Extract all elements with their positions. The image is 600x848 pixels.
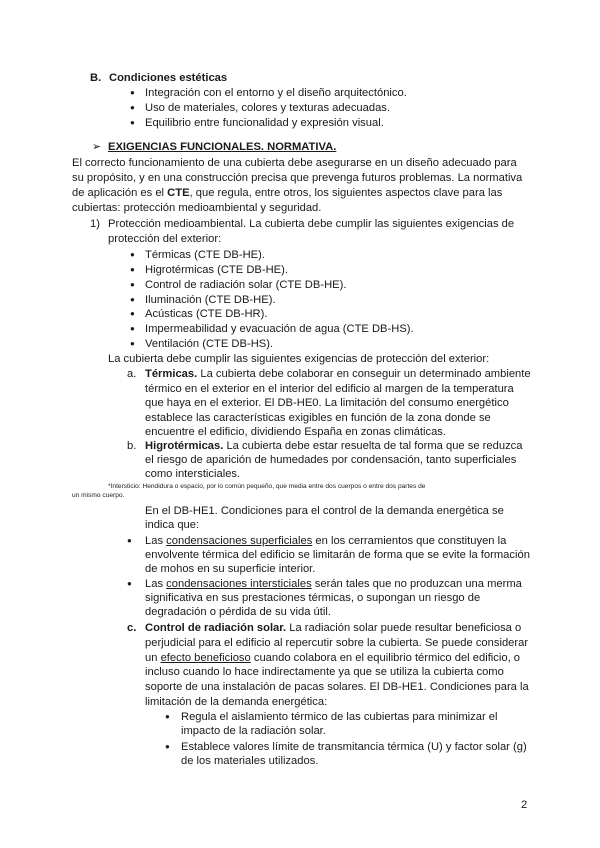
list-item: Térmicas (CTE DB-HE). (145, 249, 265, 261)
item-a-marker: a. (127, 368, 137, 380)
bullet-icon: ● (127, 536, 132, 545)
intro-line: de aplicación es el CTE, que regula, entre otros, los siguientes aspectos clave para las (72, 187, 503, 199)
list-item: Ventilación (CTE DB-HS). (145, 338, 274, 350)
item-c-line: soporte de una instalación de pacas solares. El DB-HE1. Condiciones para la (145, 681, 529, 693)
cond-2-line: Las condensaciones intersticiales serán tales que no produzcan una merma (145, 578, 522, 590)
item-c-line: limitación de la demanda energética: (145, 696, 328, 708)
sub-bullet-line: Establece valores límite de transmitancia térmica (U) y factor solar (g) (181, 741, 527, 753)
bullet-icon: ● (165, 742, 170, 751)
cond-1-line: de mohos en su superficie interior. (145, 563, 316, 575)
list-item: Acústicas (CTE DB-HR). (145, 308, 268, 320)
item-1-marker: 1) (90, 218, 100, 230)
item-1-line: Protección medioambiental. La cubierta debe cumplir las siguientes exigencias de (108, 218, 515, 230)
cte-bold: CTE (167, 187, 190, 199)
bullet-icon: ● (130, 339, 135, 348)
bullet-icon: ● (130, 250, 135, 259)
underlined-term: condensaciones intersticiales (166, 578, 312, 590)
footnote-line: *Intersticio: Hendidura o espacio, por lo común pequeño, que media entre dos cuerpos o entre dos partes de (108, 483, 426, 490)
he1-line: indica que: (145, 519, 200, 531)
footnote-line: un mismo cuerpo. (72, 492, 125, 499)
item-a-line: establece las características exigibles en función de la zona donde se (145, 412, 491, 424)
item-a-title: Térmicas. (145, 368, 198, 380)
item-a-line: que haya en el exterior. El DB-HE0. La limitación del consumo energético (145, 397, 509, 409)
sub-bullet-line: de los materiales utilizados. (181, 755, 319, 767)
bullet-icon: ● (130, 280, 135, 289)
intro-line: cubiertas: protección medioambiental y seguridad. (72, 202, 322, 214)
list-item: Uso de materiales, colores y texturas adecuadas. (145, 102, 391, 114)
arrow-icon: ➢ (92, 141, 102, 153)
cond-2-line: degradación o pérdida de su vida útil. (145, 606, 331, 618)
item-a-line: Térmicas. La cubierta debe colaborar en conseguir un determinado ambiente (145, 368, 531, 380)
bullet-icon: ● (127, 579, 132, 588)
list-item: Equilibrio entre funcionalidad y expresión visual. (145, 117, 384, 129)
list-item: Iluminación (CTE DB-HE). (145, 294, 276, 306)
item-a-line: térmico en el exterior en el interior del edificio al margen de la temperatura (145, 383, 514, 395)
item-1-line: protección del exterior: (108, 233, 222, 245)
item-1-after: La cubierta debe cumplir las siguientes exigencias de protección del exterior: (108, 353, 490, 365)
list-item: Impermeabilidad y evacuación de agua (CTE DB-HS). (145, 323, 414, 335)
bullet-icon: ● (130, 103, 135, 112)
item-c-marker: c. (127, 622, 137, 634)
sub-bullet-line: Regula el aislamiento térmico de las cubiertas para minimizar el (181, 711, 498, 723)
intro-line: El correcto funcionamiento de una cubierta debe asegurarse en un diseño adecuado para (72, 157, 517, 169)
bullet-icon: ● (130, 265, 135, 274)
item-c-line: perjudicial para el edificio al repercutir sobre la cubierta. Se puede considerar (145, 637, 529, 649)
bullet-icon: ● (130, 309, 135, 318)
list-item: Higrotérmicas (CTE DB-HE). (145, 264, 288, 276)
item-b-line: Higrotérmicas. La cubierta debe estar resuelta de tal forma que se reduzca (145, 440, 523, 452)
section-heading: EXIGENCIAS FUNCIONALES. NORMATIVA. (108, 141, 337, 153)
bullet-icon: ● (130, 88, 135, 97)
bullet-icon: ● (130, 324, 135, 333)
cond-2-line: significativa en sus prestaciones térmicas, o supongan un riesgo de (145, 592, 481, 604)
item-c-line: Control de radiación solar. La radiación solar puede resultar beneficiosa o (145, 622, 522, 634)
bullet-icon: ● (130, 295, 135, 304)
cond-1-line: envolvente térmica del edificio se limitarán de forma que se evite la formación (145, 549, 530, 561)
section-b-title: Condiciones estéticas (109, 72, 228, 84)
bullet-icon: ● (130, 118, 135, 127)
item-c-title: Control de radiación solar. (145, 622, 287, 634)
bullet-icon: ● (165, 712, 170, 721)
item-b-line: el riesgo de aparición de humedades por condensación, tanto superficiales (145, 454, 517, 466)
item-c-line: un efecto beneficioso cuando colabora en el equilibrio térmico del edificio, o (145, 652, 521, 664)
item-b-title: Higrotérmicas. (145, 440, 224, 452)
item-b-line: como intersticiales. (145, 468, 241, 480)
item-b-marker: b. (127, 440, 137, 452)
underlined-term: efecto beneficioso (160, 652, 251, 664)
list-item: Control de radiación solar (CTE DB-HE). (145, 279, 347, 291)
sub-bullet-line: impacto de la radiación solar. (181, 725, 326, 737)
item-a-line: encuentre el edificio, dividiendo España en zonas climáticas. (145, 426, 446, 438)
underlined-term: condensaciones superficiales (166, 535, 313, 547)
page-number: 2 (521, 799, 528, 811)
he1-line: En el DB-HE1. Condiciones para el control de la demanda energética se (145, 505, 504, 517)
cond-1-line: Las condensaciones superficiales en los cerramientos que constituyen la (145, 535, 507, 547)
item-c-line: incluso cuando lo hace indirectamente ya que se utiliza la cubierta como (145, 666, 504, 678)
intro-line: su propósito, y en una construcción precisa que prevenga futuros problemas. La normativa (72, 172, 523, 184)
section-b-marker: B. (90, 72, 102, 84)
list-item: Integración con el entorno y el diseño arquitectónico. (145, 87, 407, 99)
